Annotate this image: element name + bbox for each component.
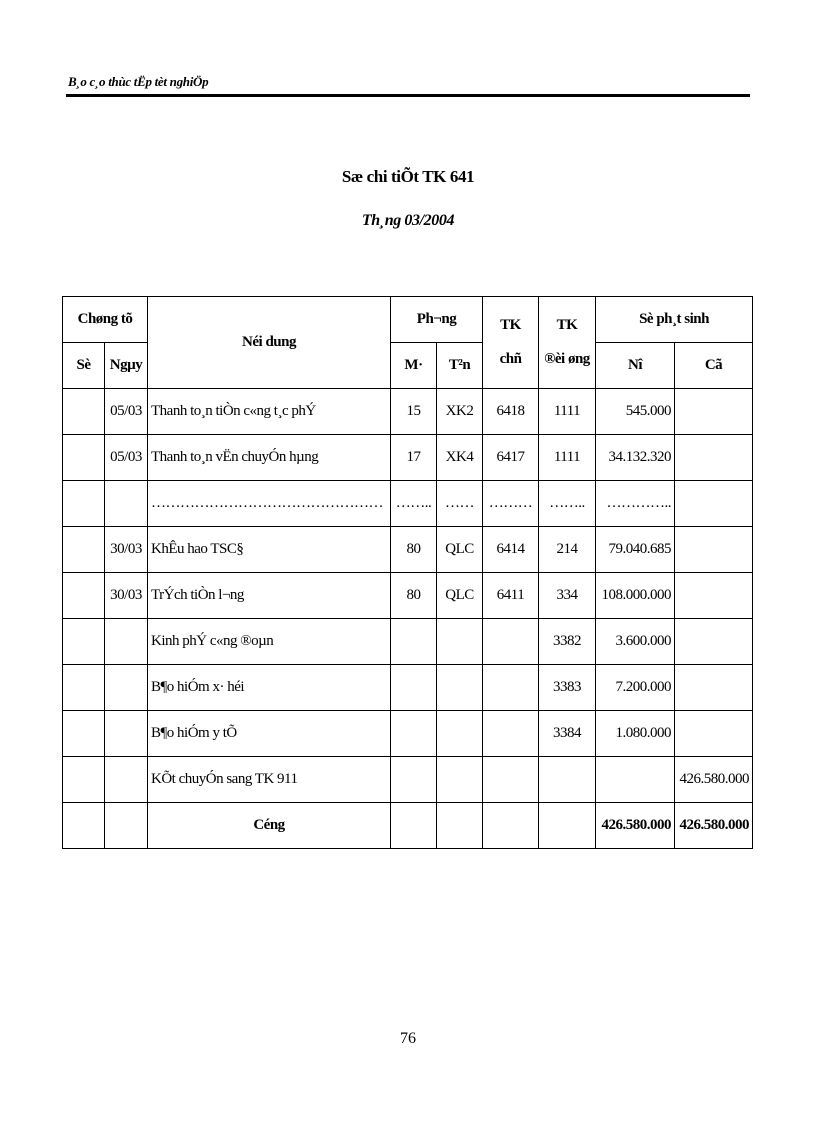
cell-ma: ……..: [391, 481, 437, 527]
header-ten: T²n: [437, 343, 483, 389]
cell-noi-dung: …………………………………………: [148, 481, 391, 527]
cell-ma: [391, 757, 437, 803]
cell-tk-doi-ung: 3383: [539, 665, 596, 711]
cell-no: 1.080.000: [596, 711, 675, 757]
total-no: 426.580.000: [596, 803, 675, 849]
header-phuong: Ph¬ng: [391, 297, 483, 343]
cell-ngay: [105, 619, 148, 665]
header-tk-chu: [483, 297, 539, 389]
cell-no: …………..: [596, 481, 675, 527]
cell-co: [675, 619, 753, 665]
cell-no: [596, 757, 675, 803]
table-row: [63, 711, 753, 757]
cell-co: [675, 665, 753, 711]
header-tk-doi-ung: [539, 297, 596, 389]
cell-ngay: 05/03: [105, 389, 148, 435]
cell-ngay: [105, 481, 148, 527]
table-row: [63, 435, 753, 481]
cell-tk-chu: [483, 665, 539, 711]
cell-co: [675, 527, 753, 573]
cell-no: 545.000: [596, 389, 675, 435]
cell-tk-chu: [483, 711, 539, 757]
cell-ma: 80: [391, 527, 437, 573]
cell-ten: XK2: [437, 389, 483, 435]
cell-ten: [437, 711, 483, 757]
cell-tk-doi-ung: [539, 757, 596, 803]
cell-tk-chu: 6418: [483, 389, 539, 435]
table-row: [63, 527, 753, 573]
cell-ngay: [105, 757, 148, 803]
table-row: [63, 481, 753, 527]
header-tk-chu-sub: chñ: [499, 351, 522, 367]
cell-tk-chu: 6411: [483, 573, 539, 619]
total-empty-tk-doi-ung: [539, 803, 596, 849]
cell-noi-dung: Kinh phÝ c«ng ®oµn: [148, 619, 391, 665]
cell-co: [675, 389, 753, 435]
cell-so: [63, 527, 105, 573]
cell-noi-dung: KhÊu hao TSC§: [148, 527, 391, 573]
cell-tk-chu: ………: [483, 481, 539, 527]
cell-ma: 80: [391, 573, 437, 619]
cell-so: [63, 619, 105, 665]
table-row: [63, 757, 753, 803]
cell-so: [63, 481, 105, 527]
header-chung-tu: Chøng tõ: [63, 297, 148, 343]
cell-so: [63, 389, 105, 435]
cell-ma: 15: [391, 389, 437, 435]
cell-tk-doi-ung: 1111: [539, 435, 596, 481]
ledger-table: [62, 296, 753, 849]
cell-co: [675, 573, 753, 619]
cell-tk-doi-ung: 3384: [539, 711, 596, 757]
total-label: Céng: [148, 803, 391, 849]
total-empty-so: [63, 803, 105, 849]
cell-noi-dung: B¶o hiÓm x· héi: [148, 665, 391, 711]
table-row: [63, 573, 753, 619]
cell-ten: QLC: [437, 527, 483, 573]
cell-noi-dung: KÕt chuyÓn sang TK 911: [148, 757, 391, 803]
table-row: [63, 665, 753, 711]
header-tk-doi-ung-top: TK: [556, 317, 578, 333]
cell-tk-chu: [483, 757, 539, 803]
cell-so: [63, 573, 105, 619]
cell-noi-dung: TrÝch tiÒn l¬ng: [148, 573, 391, 619]
cell-co: [675, 481, 753, 527]
document-subtitle: Th¸ng 03/2004: [361, 212, 455, 229]
total-empty-tk-chu: [483, 803, 539, 849]
cell-co: 426.580.000: [675, 757, 753, 803]
cell-tk-doi-ung: 1111: [539, 389, 596, 435]
cell-tk-chu: 6414: [483, 527, 539, 573]
cell-tk-doi-ung: ……..: [539, 481, 596, 527]
cell-ten: XK4: [437, 435, 483, 481]
document-title: Sæ chi tiÕt TK 641: [341, 167, 475, 186]
cell-so: [63, 711, 105, 757]
total-row: [63, 803, 753, 849]
cell-no: 7.200.000: [596, 665, 675, 711]
cell-no: 108.000.000: [596, 573, 675, 619]
total-empty-ngay: [105, 803, 148, 849]
total-co: 426.580.000: [675, 803, 753, 849]
table-header-row: [63, 297, 753, 343]
cell-no: 34.132.320: [596, 435, 675, 481]
cell-so: [63, 665, 105, 711]
cell-ten: [437, 757, 483, 803]
table-row: [63, 619, 753, 665]
header-so-phat-sinh: Sè ph¸t sinh: [596, 297, 753, 343]
cell-ma: [391, 711, 437, 757]
header-divider: [66, 94, 750, 97]
header-tk-chu-top: TK: [500, 317, 521, 333]
header-ngay: Ngµy: [105, 343, 148, 389]
total-empty-ma: [391, 803, 437, 849]
header-tk-doi-ung-sub: ®èi øng: [544, 351, 590, 367]
header-no: Nî: [596, 343, 675, 389]
cell-co: [675, 711, 753, 757]
cell-ma: [391, 619, 437, 665]
cell-ngay: 30/03: [105, 527, 148, 573]
cell-ma: [391, 665, 437, 711]
cell-noi-dung: Thanh to¸n vËn chuyÓn hµng: [148, 435, 391, 481]
cell-noi-dung: Thanh to¸n tiÒn c«ng t¸c phÝ: [148, 389, 391, 435]
cell-co: [675, 435, 753, 481]
cell-ten: [437, 619, 483, 665]
cell-noi-dung: B¶o hiÓm y tÕ: [148, 711, 391, 757]
cell-so: [63, 757, 105, 803]
cell-ngay: 05/03: [105, 435, 148, 481]
cell-tk-doi-ung: 214: [539, 527, 596, 573]
cell-tk-doi-ung: 334: [539, 573, 596, 619]
table-row: [63, 389, 753, 435]
cell-ngay: 30/03: [105, 573, 148, 619]
total-empty-ten: [437, 803, 483, 849]
cell-no: 3.600.000: [596, 619, 675, 665]
cell-tk-chu: 6417: [483, 435, 539, 481]
cell-ten: [437, 665, 483, 711]
report-header: B¸o c¸o thùc tËp tèt nghiÖp: [68, 74, 209, 89]
page-number: 76: [400, 1030, 416, 1047]
cell-no: 79.040.685: [596, 527, 675, 573]
cell-tk-doi-ung: 3382: [539, 619, 596, 665]
cell-ten: ……: [437, 481, 483, 527]
cell-ngay: [105, 665, 148, 711]
header-ma: M·: [391, 343, 437, 389]
cell-ma: 17: [391, 435, 437, 481]
cell-tk-chu: [483, 619, 539, 665]
header-so: Sè: [63, 343, 105, 389]
cell-so: [63, 435, 105, 481]
cell-ten: QLC: [437, 573, 483, 619]
header-co: Cã: [675, 343, 753, 389]
header-noi-dung: Néi dung: [148, 297, 391, 389]
cell-ngay: [105, 711, 148, 757]
